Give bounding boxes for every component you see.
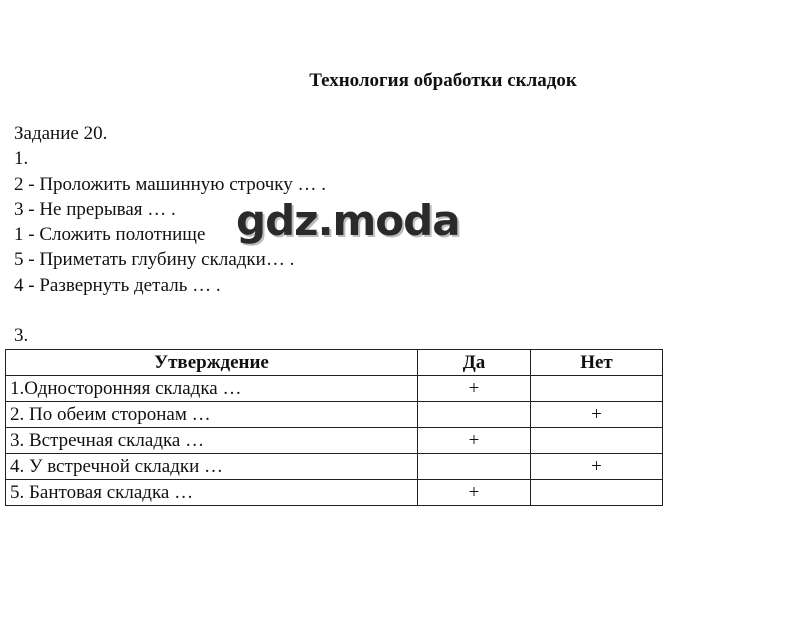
column-header: Утверждение xyxy=(6,350,418,376)
table-row xyxy=(6,480,663,506)
task-line: 5 - Приметать глубину складки… . xyxy=(14,249,295,271)
task-line: 1 - Сложить полотнище xyxy=(14,224,206,246)
statement-cell: 3. Встречная складка … xyxy=(6,428,418,454)
yes-cell: + xyxy=(418,480,531,506)
column-header: Нет xyxy=(531,350,663,376)
no-cell xyxy=(531,376,663,402)
task-line: 1. xyxy=(14,148,29,170)
column-header: Да xyxy=(418,350,531,376)
table-row xyxy=(6,402,663,428)
statement-cell: 1.Односторонняя складка … xyxy=(6,376,418,402)
no-cell xyxy=(531,428,663,454)
yes-cell xyxy=(418,402,531,428)
task-heading: Задание 20. xyxy=(14,123,108,144)
task-line xyxy=(14,298,326,323)
table-row xyxy=(6,454,663,480)
task-line: 3 - Не прерывая … . xyxy=(14,198,176,220)
task-line: 4 - Развернуть деталь … . xyxy=(14,274,221,296)
yes-cell xyxy=(418,454,531,480)
no-cell xyxy=(531,480,663,506)
task-line: 2 - Проложить машинную строчку … . xyxy=(14,173,326,195)
statement-cell: 4. У встречной складки … xyxy=(6,454,418,480)
no-cell: + xyxy=(531,402,663,428)
task-line: 3. xyxy=(14,325,29,347)
table-header-row xyxy=(6,350,663,376)
table-row xyxy=(6,428,663,454)
watermark: gdz.moda xyxy=(236,196,460,245)
table-row xyxy=(6,376,663,402)
statement-cell: 5. Бантовая складка … xyxy=(6,480,418,506)
page-title: Технология обработки складок xyxy=(309,70,577,91)
statements-table xyxy=(5,349,663,506)
yes-cell: + xyxy=(418,428,531,454)
yes-cell: + xyxy=(418,376,531,402)
no-cell: + xyxy=(531,454,663,480)
statement-cell: 2. По обеим сторонам … xyxy=(6,402,418,428)
